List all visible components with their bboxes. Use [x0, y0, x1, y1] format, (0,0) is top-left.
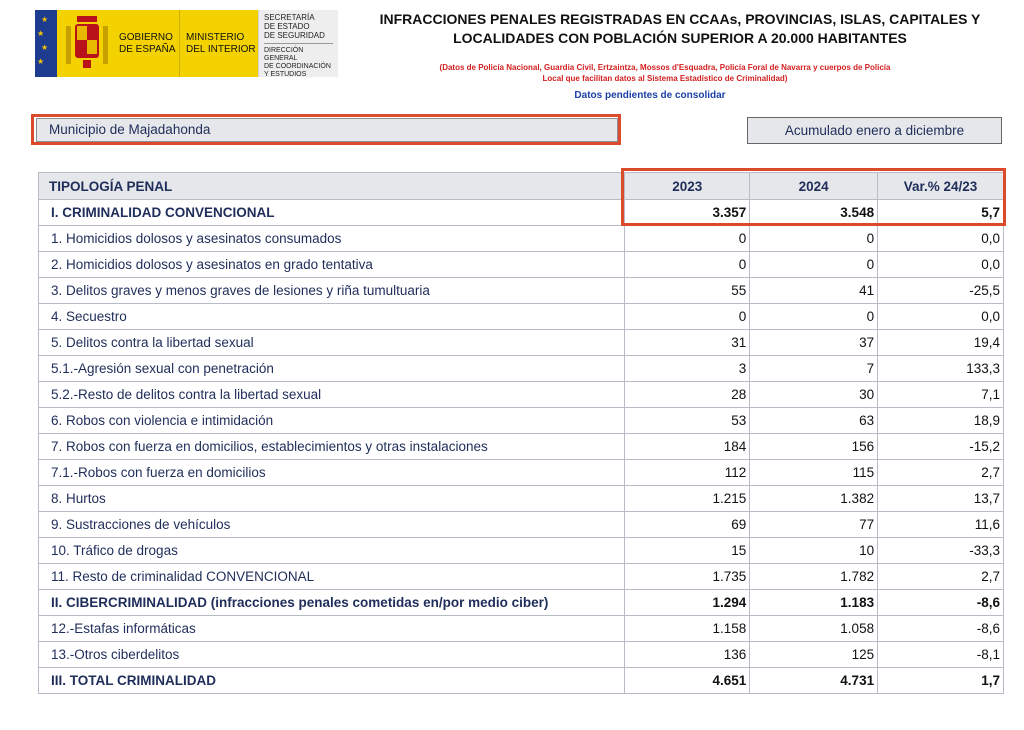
table-row	[39, 512, 1004, 538]
table-row	[39, 304, 1004, 330]
table-row	[39, 408, 1004, 434]
value-2023: 1.158	[625, 616, 750, 642]
row-label: II. CIBERCRIMINALIDAD (infracciones penales cometidas en/por medio ciber)	[39, 590, 625, 616]
value-2024: 125	[750, 642, 878, 668]
value-2023: 1.294	[625, 590, 750, 616]
value-variation: 0,0	[878, 226, 1004, 252]
value-variation: 133,3	[878, 356, 1004, 382]
ministerio-label: MINISTERIO DEL INTERIOR	[179, 10, 258, 77]
value-variation: -15,2	[878, 434, 1004, 460]
table-row	[39, 486, 1004, 512]
value-variation: 7,1	[878, 382, 1004, 408]
row-label: 13.-Otros ciberdelitos	[39, 642, 625, 668]
period-box: Acumulado enero a diciembre	[747, 117, 1002, 144]
header-year-2024: 2024	[750, 173, 878, 200]
value-2024: 63	[750, 408, 878, 434]
value-2024: 1.058	[750, 616, 878, 642]
value-2023: 1.215	[625, 486, 750, 512]
value-2023: 28	[625, 382, 750, 408]
government-logo	[35, 10, 338, 77]
secretaria-label: SECRETARÍA DE ESTADO DE SEGURIDAD DIRECCIÓN GENERAL DE COORDINACIÓN Y ESTUDIOS	[258, 10, 338, 77]
value-variation: 2,7	[878, 460, 1004, 486]
row-label: 4. Secuestro	[39, 304, 625, 330]
row-label: I. CRIMINALIDAD CONVENCIONAL	[39, 200, 625, 226]
row-label: 10. Tráfico de drogas	[39, 538, 625, 564]
row-label: 5.1.-Agresión sexual con penetración	[39, 356, 625, 382]
row-label: 9. Sustracciones de vehículos	[39, 512, 625, 538]
table-row	[39, 590, 1004, 616]
table-row	[39, 226, 1004, 252]
value-variation: 1,7	[878, 668, 1004, 694]
value-2023: 112	[625, 460, 750, 486]
value-2023: 15	[625, 538, 750, 564]
value-variation: -33,3	[878, 538, 1004, 564]
header-variation: Var.% 24/23	[878, 173, 1004, 200]
value-variation: 18,9	[878, 408, 1004, 434]
value-2024: 37	[750, 330, 878, 356]
value-variation: 11,6	[878, 512, 1004, 538]
coat-of-arms-icon	[57, 10, 117, 77]
value-2024: 4.731	[750, 668, 878, 694]
value-2024: 30	[750, 382, 878, 408]
value-2024: 10	[750, 538, 878, 564]
value-2024: 1.382	[750, 486, 878, 512]
value-2024: 3.548	[750, 200, 878, 226]
value-2023: 1.735	[625, 564, 750, 590]
municipality-box: Municipio de Majadahonda	[36, 118, 618, 142]
eu-flag-icon: ★ ★ ★ ★	[35, 10, 57, 77]
row-label: 11. Resto de criminalidad CONVENCIONAL	[39, 564, 625, 590]
table-row	[39, 200, 1004, 226]
value-variation: 5,7	[878, 200, 1004, 226]
value-2023: 31	[625, 330, 750, 356]
page-title: INFRACCIONES PENALES REGISTRADAS EN CCAAs, PROVINCIAS, ISLAS, CAPITALES Y LOCALIDADES CON POBLACIÓN SUPERIOR A 20.000 HABITANTES	[379, 11, 981, 46]
value-2023: 136	[625, 642, 750, 668]
value-2024: 1.782	[750, 564, 878, 590]
table-row	[39, 616, 1004, 642]
value-2023: 184	[625, 434, 750, 460]
row-label: 5. Delitos contra la libertad sexual	[39, 330, 625, 356]
data-source-note: (Datos de Policía Nacional, Guardia Civil, Ertzaintza, Mossos d'Esquadra, Policía Foral de Navarra y cuerpos de Policía Local que facilitan datos al Sistema Estadístico de Criminalidad)	[439, 63, 891, 83]
value-2023: 4.651	[625, 668, 750, 694]
row-label: 2. Homicidios dolosos y asesinatos en grado tentativa	[39, 252, 625, 278]
row-label: 1. Homicidios dolosos y asesinatos consumados	[39, 226, 625, 252]
value-2024: 0	[750, 226, 878, 252]
table-row	[39, 278, 1004, 304]
value-2024: 0	[750, 304, 878, 330]
value-variation: 2,7	[878, 564, 1004, 590]
crime-statistics-table	[38, 172, 1004, 694]
pending-consolidation-note: Datos pendientes de consolidar	[574, 90, 726, 101]
row-label: 7. Robos con fuerza en domicilios, establecimientos y otras instalaciones	[39, 434, 625, 460]
table-row	[39, 460, 1004, 486]
row-label: 5.2.-Resto de delitos contra la libertad sexual	[39, 382, 625, 408]
value-variation: -25,5	[878, 278, 1004, 304]
value-variation: -8,1	[878, 642, 1004, 668]
table-row	[39, 252, 1004, 278]
table-row	[39, 434, 1004, 460]
value-2023: 69	[625, 512, 750, 538]
row-label: 12.-Estafas informáticas	[39, 616, 625, 642]
table-row	[39, 642, 1004, 668]
value-2023: 3	[625, 356, 750, 382]
row-label: 3. Delitos graves y menos graves de lesiones y riña tumultuaria	[39, 278, 625, 304]
value-variation: 19,4	[878, 330, 1004, 356]
table-row	[39, 330, 1004, 356]
value-2023: 0	[625, 226, 750, 252]
value-2024: 41	[750, 278, 878, 304]
table-header-row	[39, 173, 1004, 200]
value-variation: -8,6	[878, 616, 1004, 642]
value-2024: 0	[750, 252, 878, 278]
value-2024: 115	[750, 460, 878, 486]
value-2023: 0	[625, 252, 750, 278]
table-row	[39, 356, 1004, 382]
table-row	[39, 668, 1004, 694]
row-label: III. TOTAL CRIMINALIDAD	[39, 668, 625, 694]
value-variation: 0,0	[878, 252, 1004, 278]
header-tipologia: TIPOLOGÍA PENAL	[39, 173, 625, 200]
gobierno-label: GOBIERNO DE ESPAÑA	[117, 10, 179, 77]
value-2023: 0	[625, 304, 750, 330]
value-2023: 53	[625, 408, 750, 434]
value-variation: 0,0	[878, 304, 1004, 330]
header-year-2023: 2023	[625, 173, 750, 200]
value-2024: 156	[750, 434, 878, 460]
row-label: 7.1.-Robos con fuerza en domicilios	[39, 460, 625, 486]
value-2024: 77	[750, 512, 878, 538]
value-2023: 55	[625, 278, 750, 304]
table-row	[39, 538, 1004, 564]
value-2023: 3.357	[625, 200, 750, 226]
value-variation: 13,7	[878, 486, 1004, 512]
row-label: 8. Hurtos	[39, 486, 625, 512]
row-label: 6. Robos con violencia e intimidación	[39, 408, 625, 434]
table-row	[39, 382, 1004, 408]
value-2024: 1.183	[750, 590, 878, 616]
value-2024: 7	[750, 356, 878, 382]
table-row	[39, 564, 1004, 590]
value-variation: -8,6	[878, 590, 1004, 616]
